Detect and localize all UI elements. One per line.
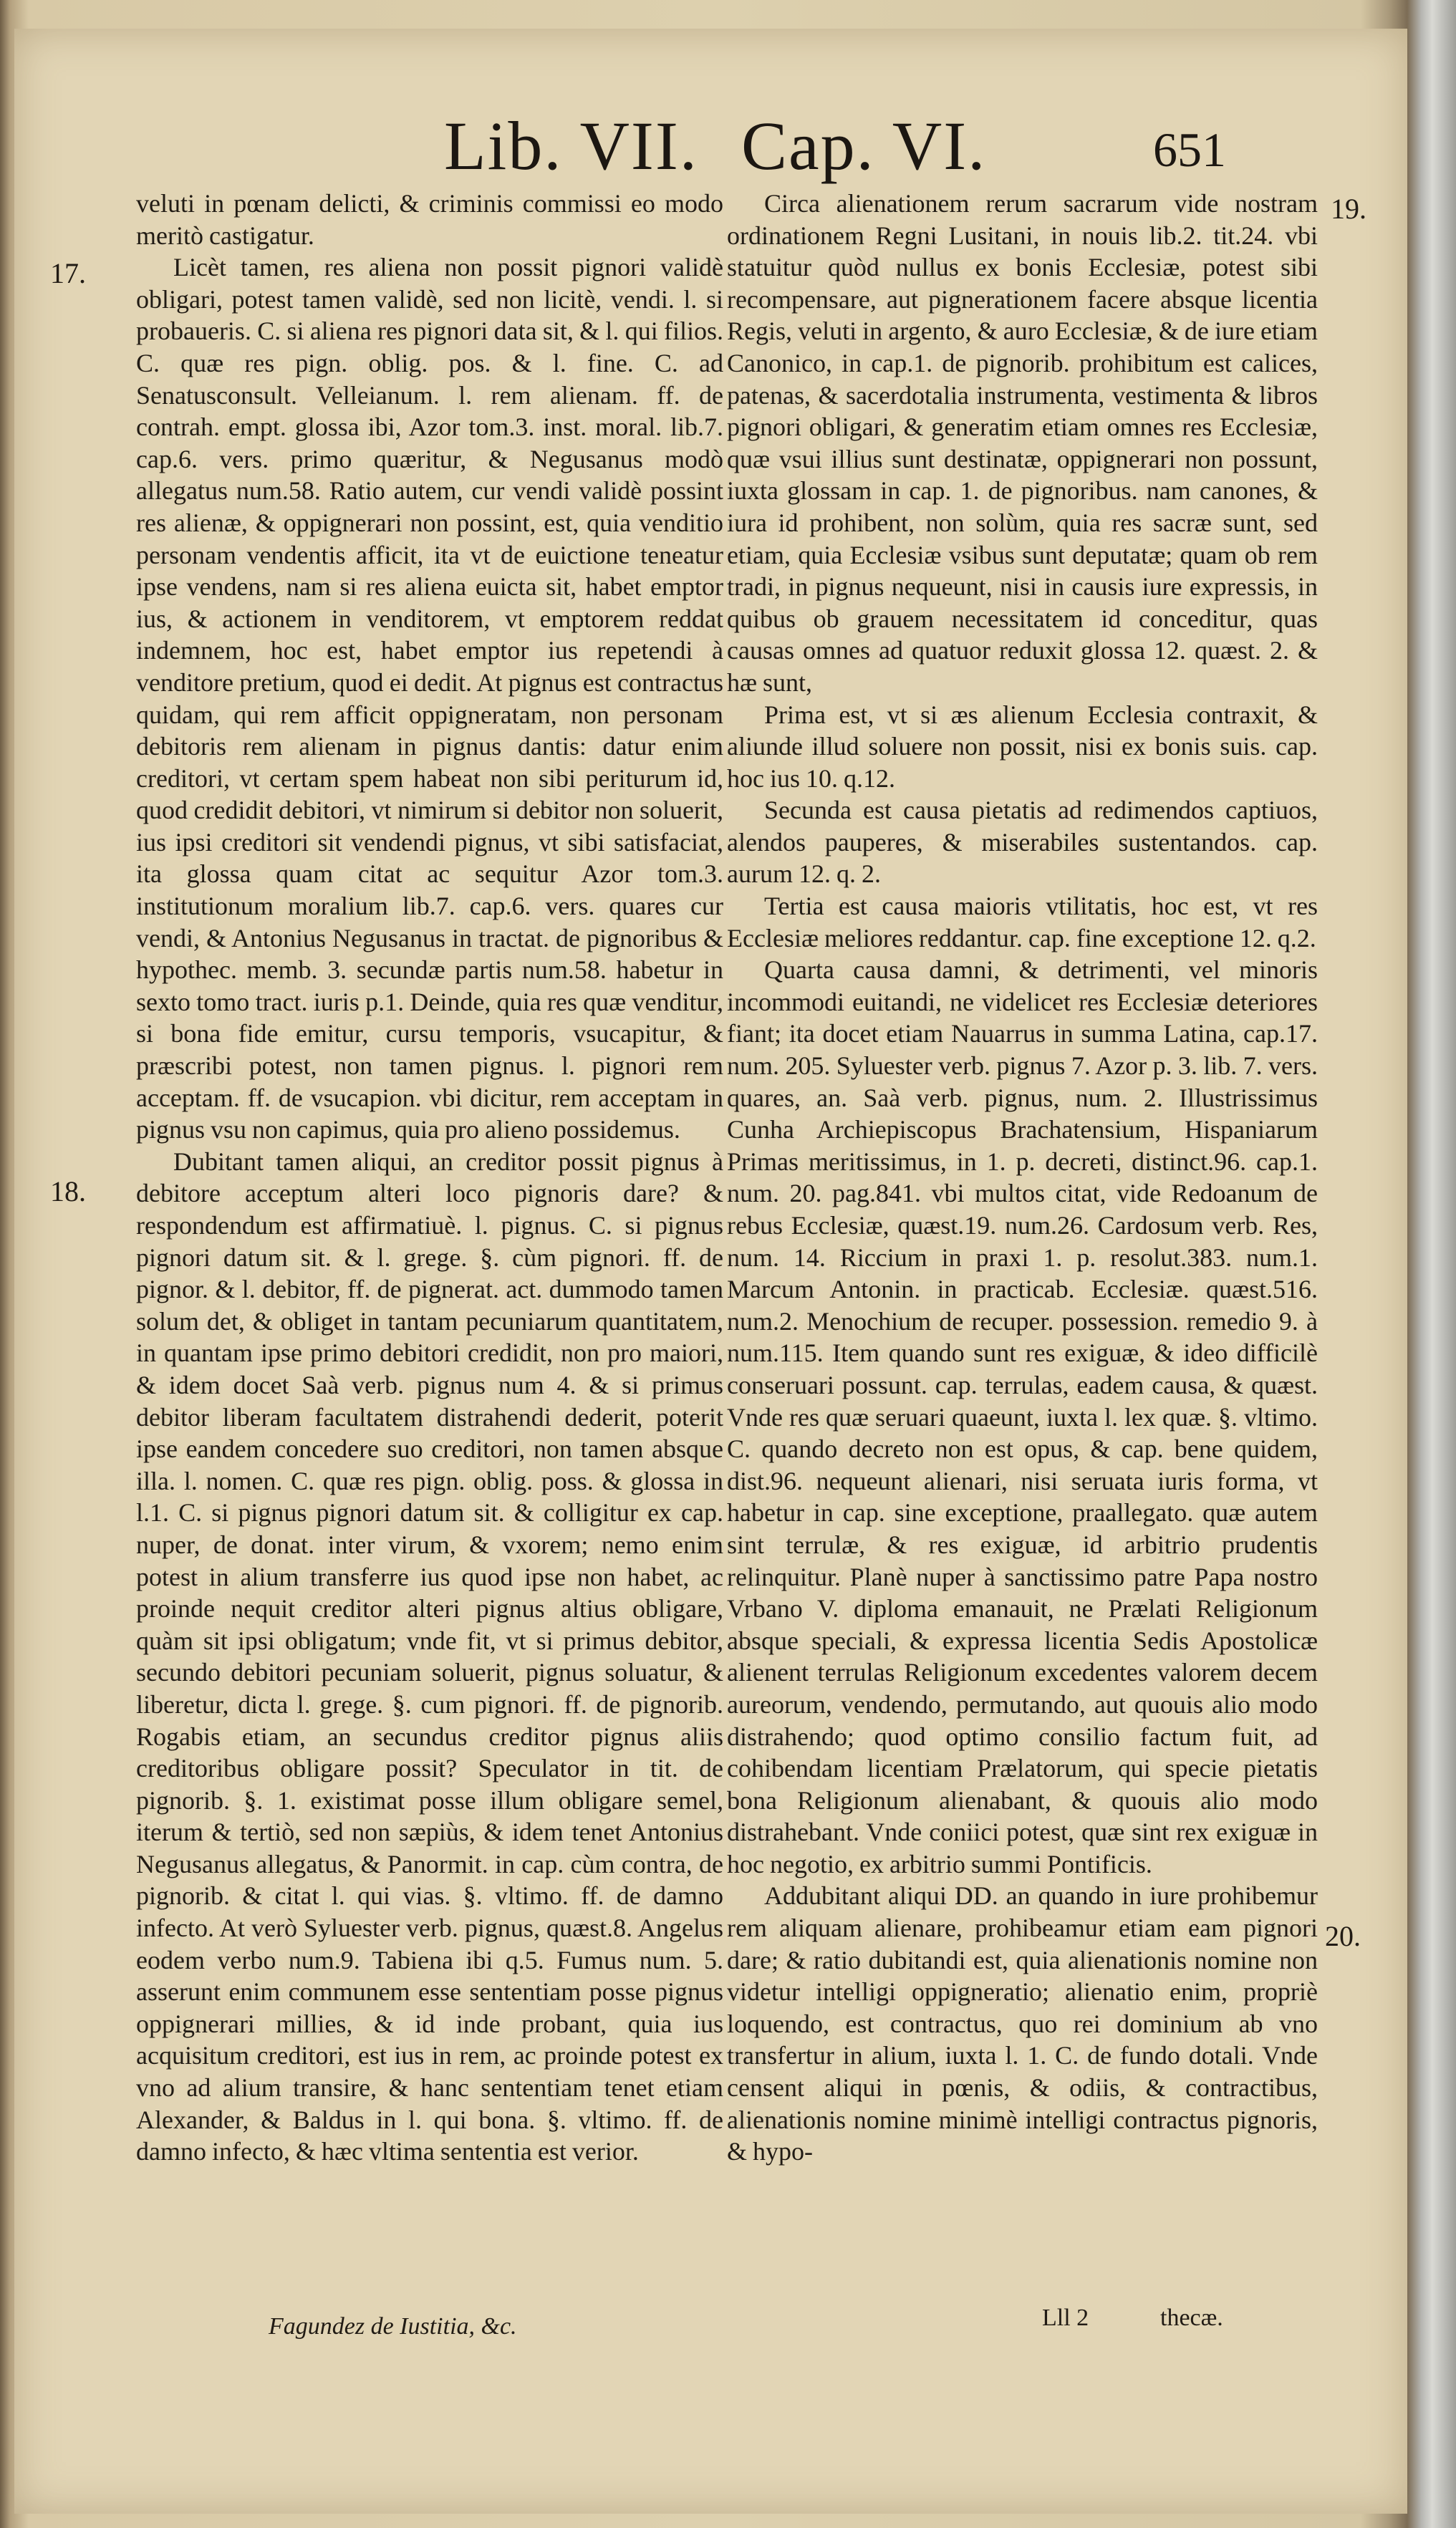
margin-number-17: 17. xyxy=(50,257,86,289)
left-paragraph-1: veluti in pœnam delicti, & criminis commissi eo modo meritò castigatur. xyxy=(136,189,723,250)
right-paragraph-1: Circa alienationem rerum sacrarum vide nostram ordinationem Regni Lusitani, in nouis lib.2. tit.24. vbi statuitur quòd nullus ex bonis Ecclesiæ, potest sibi recompensare, aut pignerationem facere absque licentia Regis, veluti in argento, & auro Ecclesiæ, & de iure etiam Canonico, in cap.1. de pignorib. prohibitum est calices, patenas, & sacerdotalia instrumenta, vestimenta & libros pignori obligari, & generatim etiam omnes res Ecclesiæ, quæ vsui illius sunt destinatæ, oppignerari non possunt, iuxta glossam in cap. 1. de pignoribus. nam canones, & iura id prohibent, non solùm, quia res sacræ sunt, sed etiam, quia Ecclesiæ vsibus sunt deputatæ; quam ob rem tradi, in pignus nequeunt, nisi in causis iure expressis, in quibus ob grauem necessitatem id conceditur, quas causas omnes ad quatuor reduxit glossa 12. quæst. 2. & hæ sunt, xyxy=(727,189,1318,697)
right-paragraph-tertia: Tertia est causa maioris vtilitatis, hoc est, vt res Ecclesiæ meliores reddantur. cap. fine exceptione 12. q.2. xyxy=(727,892,1318,952)
right-paragraph-quarta: Quarta causa damni, & detrimenti, vel minoris incommodi euitandi, ne videlicet res Ecclesiæ deteriores fiant; ita docet etiam Nauarrus in summa Latina, cap.17. num. 205. Syluester verb. pignus 7. Azor p. 3. lib. 7. vers. quares, an. Saà verb. pignus, num. 2. Illustrissimus Cunha Archiepiscopus Brachatensium, Hispaniarum Primas meritissimus, in 1. p. decreti, distinct.96. cap.1. num. 20. pag.841. vbi multos citat, vide Redoanum de rebus Ecclesiæ, quæst.19. num.26. Cardosum verb. Res, num. 14. Riccium in praxi 1. p. resolut.383. num.1. Marcum Antonin. in practicab. Ecclesiæ. quæst.516. num.2. Menochium de recuper. possession. remedio 9. à num.115. Item quando sunt res exiguæ, & ideo difficilè conseruari possunt. cap. terrulas, eadem causa, & quæst. Vnde res quæ seruari quaeunt, iuxta l. lex quæ. §. vltimo. C. quando decreto non est opus, & cap. bene quidem, dist.96. nequeunt alienari, nisi seruata iuris forma, vt habetur in cap. sine exceptione, praallegato. quæ autem sint terrulæ, & res exiguæ, id arbitrio prudentis relinquitur. Planè nuper à sanctissimo patre Papa nostro Vrbano V. diploma emanauit, ne Prælati Religionum absque speciali, & expressa licentia Sedis Apostolicæ alienent terrulas Religionum excedentes valorem decem aureorum, vendendo, permutando, aut quouis alio modo distrahendo; quod optimo consilio factum fuit, ad cohibendam licentiam Prælatorum, qui specie pietatis bona Religionum alienabant, & quouis alio modo distrahebant. Vnde coniici potest, quæ sint rex exiguæ in hoc negotio, ex arbitrio summi Pontificis. xyxy=(727,955,1318,1878)
left-catchword: Fagundez de Iustitia, &c. xyxy=(269,2313,517,2340)
book-number: Lib. VII. xyxy=(444,107,698,184)
left-paragraph-2: Licèt tamen, res aliena non possit pignori validè obligari, potest tamen validè, sed non licitè, vendi. l. si probaueris. C. si aliena res pignori data sit, & l. qui filios. C. quæ res pign. oblig. pos. & l. fine. C. ad Senatusconsult. Velleianum. l. rem alienam. ff. de contrah. empt. glossa ibi, Azor tom.3. inst. moral. lib.7. cap.6. vers. primo quæritur, & Negusanus modò allegatus num.58. Ratio autem, cur vendi validè possint res alienæ, & oppignerari non possint, est, quia venditio personam vendentis afficit, ita vt de euictione teneatur ipse vendens, nam si res aliena euicta sit, habet emptor ius, & actionem in venditorem, vt emptorem reddat indemnem, hoc est, habet emptor ius repetendi à venditore pretium, quod ei dedit. At pignus est contractus quidam, qui rem afficit oppigneratam, non personam debitoris rem alienam in pignus dantis: datur enim creditori, vt certam spem habeat non sibi periturum id, quod credidit debitori, vt nimirum si debitor non soluerit, ius ipsi creditori sit vendendi pignus, vt sibi satisfaciat, ita glossa quam citat ac sequitur Azor tom.3. institutionum moralium lib.7. cap.6. vers. quares cur vendi, & Antonius Negusanus in tractat. de pignoribus & hypothec. memb. 3. secundæ partis num.58. habetur in sexto tomo tract. iuris p.1. Deinde, quia res quæ venditur, si bona fide emitur, cursu temporis, vsucapitur, & præscribi potest, non tamen pignus. l. pignori rem acceptam. ff. de vsucapion. vbi dicitur, rem acceptam in pignus vsu non capimus, quia pro alieno possidemus. xyxy=(136,253,723,1144)
page-number: 651 xyxy=(1153,122,1226,177)
left-column xyxy=(136,188,723,2168)
chapter-number: Cap. VI. xyxy=(741,107,987,184)
margin-number-20: 20. xyxy=(1325,1920,1361,1952)
margin-number-18: 18. xyxy=(50,1175,86,1207)
book-page xyxy=(14,29,1407,2514)
right-catchword: thecæ. xyxy=(1160,2305,1223,2331)
right-paragraph-addubitant: Addubitant aliqui DD. an quando in iure prohibemur rem aliquam alienare, prohibeamur etiam eam pignori dare; & ratio dubitandi est, quia alienationis nomine non videtur intelligi oppigneratio; alienatio enim, propriè loquendo, est contractus, quo rei dominium ab vno transfertur in alium, iuxta l. 1. C. de fundo dotali. Vnde censent aliqui in pœnis, & odiis, & contractibus, alienationis nomine minimè intelligi contractus pignoris, & hypo- xyxy=(727,1881,1318,2166)
right-paragraph-prima: Prima est, vt si æs alienum Ecclesia contraxit, & aliunde illud soluere non possit, nisi ex bonis suis. cap. hoc ius 10. q.12. xyxy=(727,700,1318,793)
right-column xyxy=(727,188,1318,2168)
right-paragraph-secunda: Secunda est causa pietatis ad redimendos captiuos, alendos pauperes, & miserabiles sustentandos. cap. aurum 12. q. 2. xyxy=(727,796,1318,889)
margin-number-19: 19. xyxy=(1331,193,1366,225)
signature-mark: Lll 2 xyxy=(1042,2305,1089,2331)
running-header xyxy=(14,106,1407,185)
left-paragraph-3: Dubitant tamen aliqui, an creditor possit pignus à debitore acceptum alteri loco pignoris dare? & respondendum est affirmatiuè. l. pignus. C. si pignus pignori datum sit. & l. grege. §. cùm pignori. ff. de pignor. & l. debitor, ff. de pignerat. act. dummodo tamen solum det, & obliget in tantam pecuniarum quantitatem, in quantam ipse primo debitori credidit, non pro maiori, & idem docet Saà verb. pignus num 4. & si primus debitor liberam facultatem distrahendi dederit, poterit ipse eandem concedere suo creditori, non tamen absque illa. l. nomen. C. quæ res pign. oblig. poss. & glossa in l.1. C. si pignus pignori datum sit. & colligitur ex cap. nuper, de donat. inter virum, & vxorem; nemo enim potest in alium transferre ius quod ipse non habet, ac proinde nequit creditor alteri pignus altius obligare, quàm sit ipsi obligatum; vnde fit, vt si primus debitor, secundo debitori pecuniam soluerit, pignus soluatur, & liberetur, dicta l. grege. §. cum pignori. ff. de pignorib. Rogabis etiam, an secundus creditor pignus aliis creditoribus obligare possit? Speculator in tit. de pignorib. §. 1. existimat posse illum obligare semel, iterum & tertiò, sed non sæpiùs, & idem tenet Antonius Negusanus allegatus, & Panormit. in cap. cùm contra, de pignorib. & citat l. qui vias. §. vltimo. ff. de damno infecto. At verò Syluester verb. pignus, quæst.8. Angelus eodem verbo num.9. Tabiena ibi q.5. Fumus num. 5. asserunt enim communem esse sententiam posse pignus oppignerari millies, & id inde probant, quia ius acquisitum creditori, est ius in rem, ac proinde potest ex vno ad alium transire, & hanc sententiam tenet etiam Alexander, & Baldus in l. qui bona. §. vltimo. ff. de damno infecto, & hæc vltima sententia est verior. xyxy=(136,1147,723,2166)
